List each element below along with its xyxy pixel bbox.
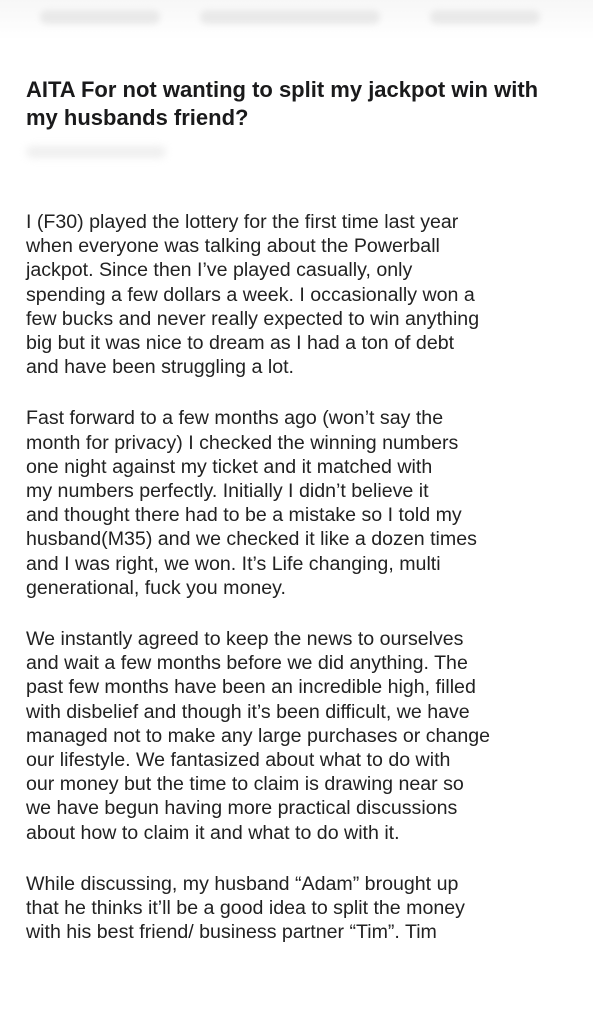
- post-title: AITA For not wanting to split my jackpot win with my husbands friend?: [26, 77, 539, 130]
- blurred-header: [0, 0, 593, 40]
- post-paragraph: Fast forward to a few months ago (won’t say the month for privacy) I checked the winning numbers one night against my ticket and it matched with my numbers perfectly. Initially I didn’t believe it and thought there had to be a mistake so I told my husband(M35) and we checked it like a dozen times and I was right, we won. It’s Life changing, multi generational, fuck you money.: [26, 407, 477, 599]
- blurred-header-smudge: [430, 10, 540, 24]
- post-paragraph: While discussing, my husband “Adam” brought up that he thinks it’ll be a good idea to split the money with his best friend/ business partner “Tim”. Tim: [26, 872, 465, 944]
- blurred-header-smudge: [40, 10, 160, 24]
- post-body: [26, 210, 574, 971]
- blurred-header-smudge: [200, 10, 380, 24]
- blurred-post-meta: [26, 146, 166, 158]
- post-paragraph: We instantly agreed to keep the news to ourselves and wait a few months before we did anything. The past few months have been an incredible high, filled with disbelief and though it’s been difficult, we have managed not to make any large purchases or change our lifestyle. We fantasized about what to do with our money but the time to claim is drawing near so we have begun having more practical discussions about how to claim it and what to do with it.: [26, 628, 491, 844]
- post-paragraph: I (F30) played the lottery for the first time last year when everyone was talking about the Powerball jackpot. Since then I’ve played casually, only spending a few dollars a week. I occasionally won a few bucks and never really expected to win anything big but it was nice to dream as I had a ton of debt and have been struggling a lot.: [26, 211, 480, 379]
